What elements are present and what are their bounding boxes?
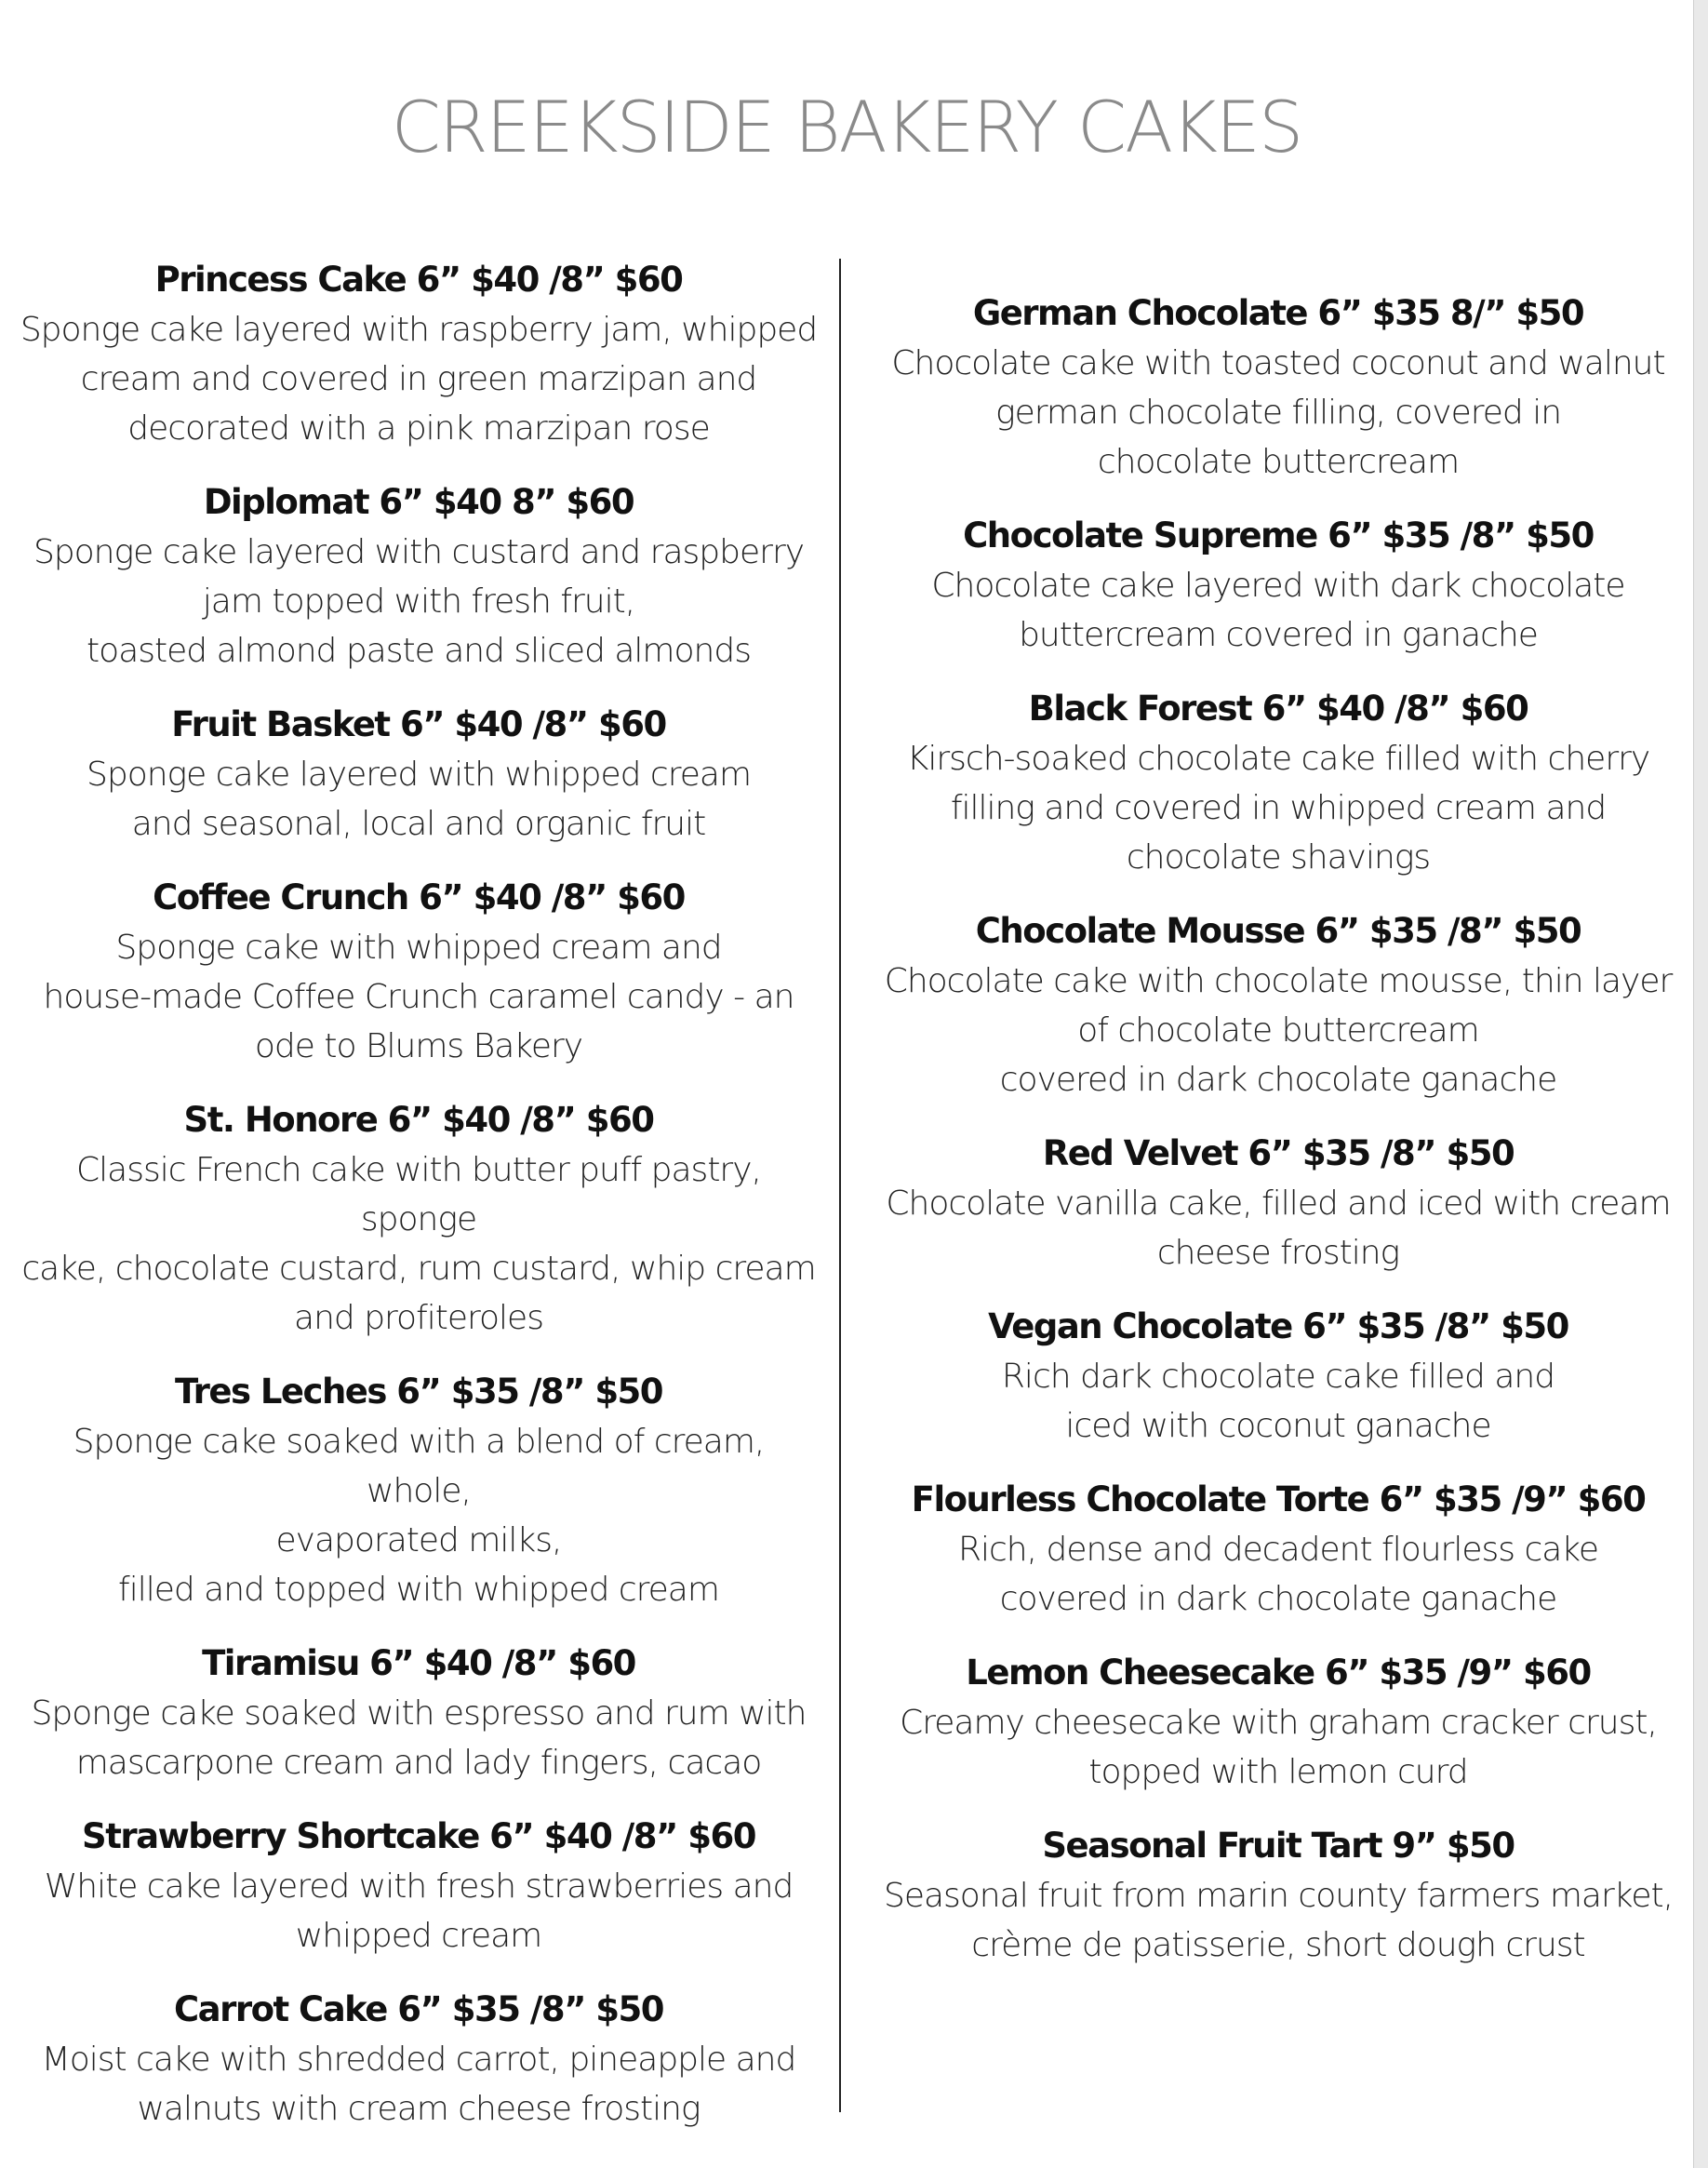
- item-title[interactable]: Seasonal Fruit Tart 9” $50: [1042, 1826, 1515, 1866]
- menu-item-flourless-chocolate-torte: [878, 1475, 1678, 1624]
- menu-item-carrot-cake: [19, 1985, 819, 2134]
- right-column: [878, 288, 1678, 1994]
- menu-item-german-chocolate: [878, 288, 1678, 487]
- item-title[interactable]: German Chocolate 6” $35 8/” $50: [972, 293, 1584, 333]
- menu-item-chocolate-mousse: [878, 906, 1678, 1104]
- item-description[interactable]: Creamy cheesecake with graham cracker crust, topped with lemon curd: [900, 1704, 1657, 1791]
- column-divider: [839, 259, 841, 2112]
- item-title[interactable]: St. Honore 6” $40 /8” $60: [183, 1100, 654, 1140]
- item-title[interactable]: Carrot Cake 6” $35 /8” $50: [173, 1989, 664, 2029]
- menu-item-tiramisu: [19, 1639, 819, 1787]
- item-description[interactable]: Chocolate cake with toasted coconut and walnut german chocolate filling, covered in chocolate buttercream: [891, 344, 1665, 481]
- menu-item-fruit-basket: [19, 700, 819, 849]
- item-title[interactable]: Princess Cake 6” $40 /8” $60: [154, 260, 683, 300]
- item-description[interactable]: Chocolate cake layered with dark chocolate buttercream covered in ganache: [931, 567, 1625, 654]
- item-description[interactable]: Chocolate cake with chocolate mousse, thin layer of chocolate buttercream covered in dark chocolate ganache: [884, 962, 1673, 1099]
- item-description[interactable]: Rich, dense and decadent flourless cake covered in dark chocolate ganache: [957, 1531, 1599, 1618]
- item-description[interactable]: Sponge cake with whipped cream and house-made Coffee Crunch caramel candy - an ode to Blums Bakery: [43, 929, 794, 1065]
- menu-item-tres-leches: [19, 1367, 819, 1614]
- menu-item-coffee-crunch: [19, 873, 819, 1071]
- item-description[interactable]: Rich dark chocolate cake filled and iced with coconut ganache: [1001, 1358, 1555, 1445]
- page-title: CREEKSIDE BAKERY CAKES: [391, 86, 1302, 168]
- item-description[interactable]: Sponge cake soaked with a blend of cream, whole, evaporated milks, filled and topped with whipped cream: [73, 1423, 765, 1609]
- menu-item-black-forest: [878, 684, 1678, 882]
- item-title[interactable]: Coffee Crunch 6” $40 /8” $60: [153, 877, 685, 917]
- menu-item-vegan-chocolate: [878, 1302, 1678, 1451]
- item-title[interactable]: Black Forest 6” $40 /8” $60: [1028, 689, 1528, 729]
- menu-item-seasonal-fruit-tart: [878, 1821, 1678, 1970]
- menu-item-lemon-cheesecake: [878, 1648, 1678, 1797]
- menu-item-diplomat: [19, 477, 819, 676]
- item-title[interactable]: Tiramisu 6” $40 /8” $60: [202, 1643, 635, 1683]
- menu-item-st-honore: [19, 1095, 819, 1343]
- item-description[interactable]: Seasonal fruit from marin county farmers market, crème de patisserie, short dough crust: [883, 1877, 1674, 1964]
- item-description[interactable]: Moist cake with shredded carrot, pineapple and walnuts with cream cheese frosting: [41, 2041, 796, 2128]
- item-description[interactable]: White cake layered with fresh strawberries and whipped cream: [44, 1867, 794, 1955]
- item-title[interactable]: Tres Leches 6” $35 /8” $50: [174, 1372, 663, 1412]
- menu-item-red-velvet: [878, 1129, 1678, 1278]
- menu-item-strawberry-shortcake: [19, 1812, 819, 1961]
- item-title[interactable]: Chocolate Mousse 6” $35 /8” $50: [975, 911, 1581, 951]
- item-title[interactable]: Flourless Chocolate Torte 6” $35 /9” $60: [911, 1479, 1646, 1519]
- item-description[interactable]: Sponge cake soaked with espresso and rum with mascarpone cream and lady fingers, cacao: [31, 1694, 807, 1782]
- item-title[interactable]: Lemon Cheesecake 6” $35 /9” $60: [966, 1653, 1591, 1693]
- item-title[interactable]: Fruit Basket 6” $40 /8” $60: [171, 704, 666, 744]
- item-description[interactable]: Chocolate vanilla cake, filled and iced with cream cheese frosting: [886, 1184, 1671, 1272]
- item-title[interactable]: Red Velvet 6” $35 /8” $50: [1042, 1133, 1515, 1173]
- item-description[interactable]: Sponge cake layered with raspberry jam, whipped cream and covered in green marzipan and decorated with a pink marzipan rose: [20, 311, 818, 448]
- menu-item-princess-cake: [19, 255, 819, 453]
- item-description[interactable]: Kirsch-soaked chocolate cake filled with cherry filling and covered in whipped cream and chocolate shavings: [906, 740, 1650, 877]
- item-title[interactable]: Strawberry Shortcake 6” $40 /8” $60: [82, 1816, 755, 1856]
- item-description[interactable]: Classic French cake with butter puff pastry, sponge cake, chocolate custard, rum custard, whip cream and profiteroles: [21, 1151, 816, 1337]
- item-title[interactable]: Diplomat 6” $40 8” $60: [203, 482, 634, 522]
- menu-item-chocolate-supreme: [878, 511, 1678, 660]
- item-title[interactable]: Chocolate Supreme 6” $35 /8” $50: [963, 515, 1594, 555]
- item-title[interactable]: Vegan Chocolate 6” $35 /8” $50: [988, 1306, 1568, 1346]
- item-description[interactable]: Sponge cake layered with whipped cream and seasonal, local and organic fruit: [86, 756, 752, 843]
- left-column: [19, 255, 819, 2158]
- item-description[interactable]: Sponge cake layered with custard and raspberry jam topped with fresh fruit, toasted almond paste and sliced almonds: [33, 533, 805, 670]
